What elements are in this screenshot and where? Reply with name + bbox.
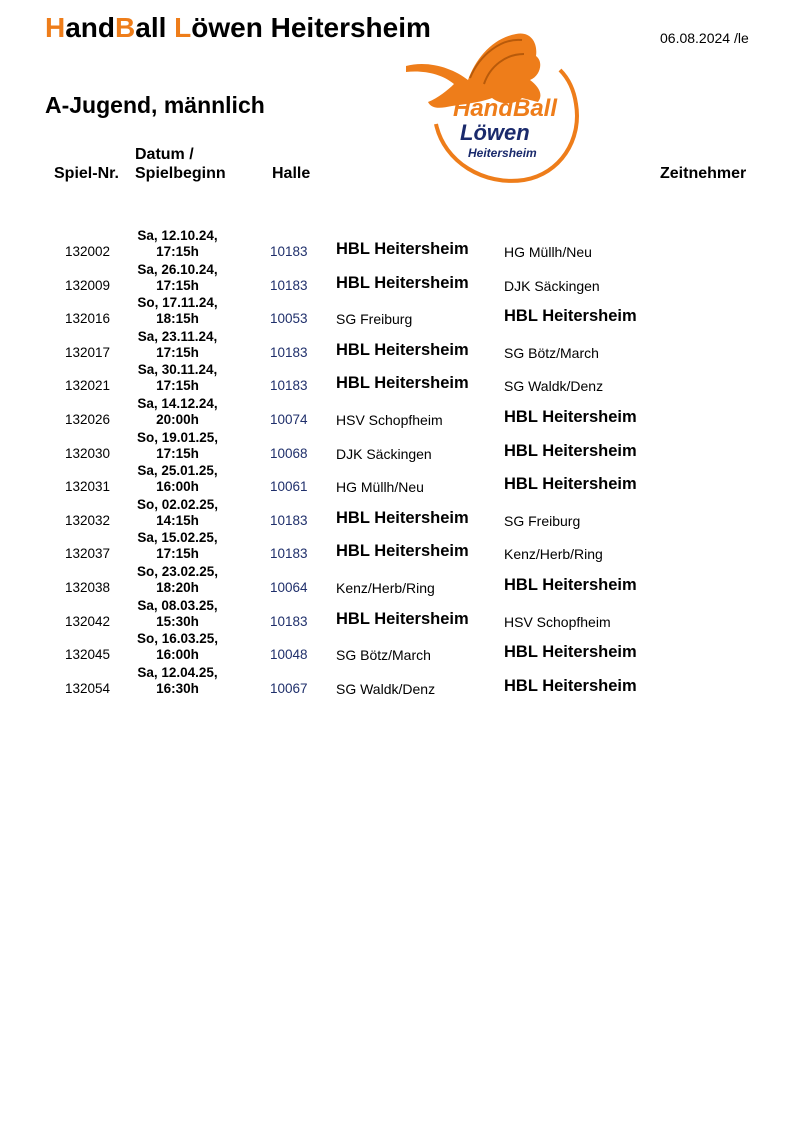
away-team: HBL Heitersheim	[504, 441, 637, 460]
game-hall: 10061	[270, 479, 308, 495]
away-team: HBL Heitersheim	[504, 407, 637, 426]
away-team: HBL Heitersheim	[504, 307, 637, 326]
table-row	[0, 395, 794, 429]
home-team: HBL Heitersheim	[336, 273, 469, 292]
game-hall: 10183	[270, 378, 308, 394]
home-team: Kenz/Herb/Ring	[336, 579, 435, 596]
home-team: HBL Heitersheim	[336, 340, 469, 359]
game-datetime	[110, 396, 245, 428]
game-number: 132038	[65, 579, 111, 595]
game-time: 18:20h	[156, 579, 199, 595]
column-header-datum-line1: Datum /	[135, 146, 194, 163]
away-team: SG Waldk/Denz	[504, 378, 604, 395]
game-hall: 10068	[270, 445, 308, 461]
game-hall: 10183	[270, 512, 308, 528]
game-number: 132054	[65, 680, 111, 696]
game-date: Sa, 12.10.24,	[137, 228, 218, 243]
game-datetime	[110, 463, 245, 495]
game-datetime	[110, 430, 245, 462]
game-datetime	[110, 631, 245, 663]
table-row	[0, 496, 794, 530]
title-part: all	[135, 12, 175, 43]
table-row	[0, 227, 794, 261]
away-team: SG Freiburg	[504, 512, 581, 529]
home-team: HG Müllh/Neu	[336, 479, 424, 496]
title-part: and	[65, 12, 116, 43]
column-header-zeitnehmer: Zeitnehmer	[660, 165, 747, 182]
game-time: 17:15h	[156, 277, 199, 293]
table-row	[0, 664, 794, 698]
column-header-datum-line2: Spielbeginn	[135, 165, 226, 182]
game-time: 15:30h	[156, 613, 199, 629]
game-number: 132045	[65, 647, 111, 663]
game-datetime	[110, 262, 245, 294]
home-team: DJK Säckingen	[336, 445, 432, 462]
game-time: 20:00h	[156, 411, 199, 427]
team-subtitle: A-Jugend, männlich	[45, 92, 265, 118]
game-number: 132017	[65, 344, 111, 360]
away-team: HSV Schopfheim	[504, 613, 611, 630]
game-date: So, 02.02.25,	[136, 496, 219, 512]
column-header-halle: Halle	[272, 165, 311, 182]
home-team: HSV Schopfheim	[336, 411, 443, 428]
table-row	[0, 361, 794, 395]
game-date: So, 17.11.24,	[137, 295, 218, 311]
table-row	[0, 563, 794, 597]
home-team: HBL Heitersheim	[336, 508, 469, 527]
game-number: 132032	[65, 512, 111, 528]
game-datetime	[110, 228, 245, 260]
game-date: So, 19.01.25,	[136, 429, 219, 445]
away-team: HBL Heitersheim	[504, 643, 637, 662]
home-team: SG Waldk/Denz	[336, 680, 436, 697]
game-hall: 10183	[270, 277, 308, 293]
game-datetime	[110, 329, 245, 361]
title-part: B	[115, 12, 136, 43]
away-team: HBL Heitersheim	[504, 575, 637, 594]
table-row	[0, 529, 794, 563]
table-row	[0, 462, 794, 496]
club-logo	[398, 28, 584, 188]
game-datetime	[110, 564, 245, 596]
game-number: 132042	[65, 613, 111, 629]
game-hall: 10067	[270, 680, 308, 696]
game-time: 17:15h	[156, 546, 199, 562]
home-team: HBL Heitersheim	[336, 609, 469, 628]
game-time: 18:15h	[156, 311, 199, 327]
logo-line3: Heitersheim	[468, 146, 537, 160]
game-time: 14:15h	[156, 512, 199, 528]
game-time: 16:00h	[156, 479, 199, 495]
game-time: 17:15h	[156, 244, 199, 259]
game-datetime	[110, 362, 245, 394]
game-number: 132016	[65, 311, 111, 327]
game-time: 17:15h	[156, 344, 199, 360]
game-hall: 10074	[270, 411, 308, 427]
table-row	[0, 630, 794, 664]
game-hall: 10183	[270, 546, 308, 562]
game-hall: 10183	[270, 613, 308, 629]
home-team: HBL Heitersheim	[336, 374, 469, 393]
print-date: 06.08.2024 /le	[660, 30, 749, 46]
title-part: öwen Heitersheim	[191, 12, 431, 43]
away-team: SG Bötz/March	[504, 344, 599, 361]
game-time: 16:30h	[156, 680, 199, 696]
home-team: HBL Heitersheim	[336, 240, 469, 258]
game-date: Sa, 23.11.24,	[137, 328, 218, 344]
game-hall: 10064	[270, 579, 308, 595]
game-time: 17:15h	[156, 445, 199, 461]
title-part: L	[174, 12, 192, 43]
home-team: SG Bötz/March	[336, 647, 431, 664]
logo-line2: Löwen	[460, 120, 530, 145]
game-date: Sa, 25.01.25,	[137, 463, 218, 479]
game-schedule-table	[0, 227, 794, 697]
game-date: Sa, 14.12.24,	[137, 395, 218, 411]
table-row	[0, 597, 794, 631]
game-date: Sa, 26.10.24,	[137, 261, 218, 277]
game-datetime	[110, 295, 245, 327]
game-datetime	[110, 665, 245, 697]
game-hall: 10183	[270, 244, 308, 259]
home-team: HBL Heitersheim	[336, 542, 469, 561]
game-date: So, 16.03.25,	[136, 631, 219, 647]
away-team: Kenz/Herb/Ring	[504, 546, 603, 563]
game-datetime	[110, 598, 245, 630]
table-row	[0, 429, 794, 463]
column-header-spiel-nr: Spiel-Nr.	[54, 165, 119, 182]
game-date: Sa, 08.03.25,	[137, 597, 218, 613]
away-team: HBL Heitersheim	[504, 676, 637, 695]
away-team: HBL Heitersheim	[504, 475, 637, 494]
game-hall: 10183	[270, 344, 308, 360]
game-hall: 10053	[270, 311, 308, 327]
page-title	[45, 12, 431, 44]
game-number: 132021	[65, 378, 111, 394]
table-row	[0, 328, 794, 362]
game-hall: 10048	[270, 647, 308, 663]
game-number: 132030	[65, 445, 111, 461]
game-date: Sa, 15.02.25,	[137, 530, 218, 546]
table-row	[0, 261, 794, 295]
game-number: 132031	[65, 479, 111, 495]
game-time: 16:00h	[156, 647, 199, 663]
game-date: Sa, 30.11.24,	[137, 362, 218, 378]
column-header-datum	[135, 145, 226, 183]
game-time: 17:15h	[156, 378, 199, 394]
away-team: HG Müllh/Neu	[504, 244, 592, 260]
game-number: 132002	[65, 244, 111, 259]
game-date: Sa, 12.04.25,	[137, 664, 218, 680]
game-number: 132037	[65, 546, 111, 562]
title-part: H	[45, 12, 66, 43]
home-team: SG Freiburg	[336, 311, 413, 328]
game-date: So, 23.02.25,	[136, 563, 219, 579]
table-row	[0, 294, 794, 328]
game-number: 132009	[65, 277, 111, 293]
game-number: 132026	[65, 411, 111, 427]
game-datetime	[110, 530, 245, 562]
logo-line1: HandBall	[453, 95, 558, 122]
away-team: DJK Säckingen	[504, 277, 600, 294]
game-datetime	[110, 497, 245, 529]
